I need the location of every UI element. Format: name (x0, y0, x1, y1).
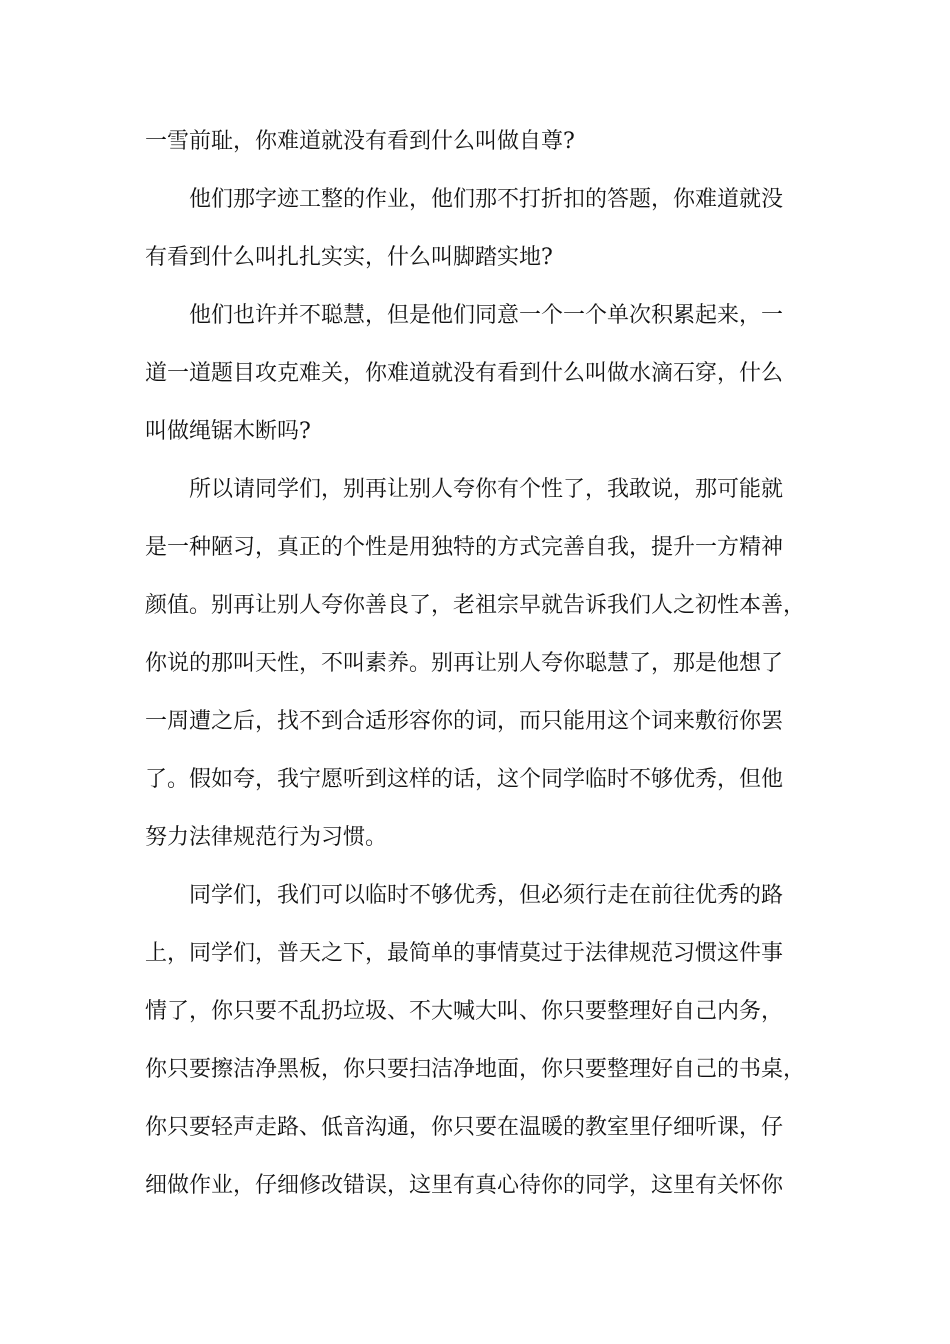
text-line: 细做作业，仔细修改错误，这里有真心待你的同学，这里有关怀你 (145, 1173, 784, 1198)
text-line: 颜值。别再让别人夸你善良了，老祖宗早就告诉我们人之初性本善， (145, 593, 806, 618)
text-line: 道一道题目攻克难关，你难道就没有看到什么叫做水滴石穿，什么 (145, 361, 784, 386)
text-line: 了。假如夸，我宁愿听到这样的话，这个同学临时不够优秀，但他 (145, 767, 784, 792)
text-line: 有看到什么叫扎扎实实，什么叫脚踏实地? (145, 245, 553, 270)
text-line: 努力法律规范行为习惯。 (145, 825, 388, 850)
paragraph-start-line: 所以请同学们，别再让别人夸你有个性了，我敢说，那可能就 (189, 477, 784, 502)
text-line: 上，同学们，普天之下，最简单的事情莫过于法律规范习惯这件事 (145, 941, 784, 966)
text-line: 是一种陋习，真正的个性是用独特的方式完善自我，提升一方精神 (145, 535, 784, 560)
text-line: 情了，你只要不乱扔垃圾、不大喊大叫、你只要整理好自己内务， (145, 999, 784, 1024)
text-line: 一周遭之后，找不到合适形容你的词，而只能用这个词来敷衍你罢 (145, 709, 784, 734)
paragraph-start-line: 他们那字迹工整的作业，他们那不打折扣的答题，你难道就没 (189, 187, 784, 212)
text-line: 叫做绳锯木断吗? (145, 419, 311, 444)
text-line: 一雪前耻，你难道就没有看到什么叫做自尊? (145, 129, 575, 154)
text-line: 你只要轻声走路、低音沟通，你只要在温暖的教室里仔细听课，仔 (145, 1115, 784, 1140)
text-line: 你只要擦洁净黑板，你只要扫洁净地面，你只要整理好自己的书桌， (145, 1057, 806, 1082)
paragraph-start-line: 同学们，我们可以临时不够优秀，但必须行走在前往优秀的路 (189, 883, 784, 908)
text-line: 你说的那叫天性，不叫素养。别再让别人夸你聪慧了，那是他想了 (145, 651, 784, 676)
paragraph-start-line: 他们也许并不聪慧，但是他们同意一个一个单次积累起来，一 (189, 303, 784, 328)
